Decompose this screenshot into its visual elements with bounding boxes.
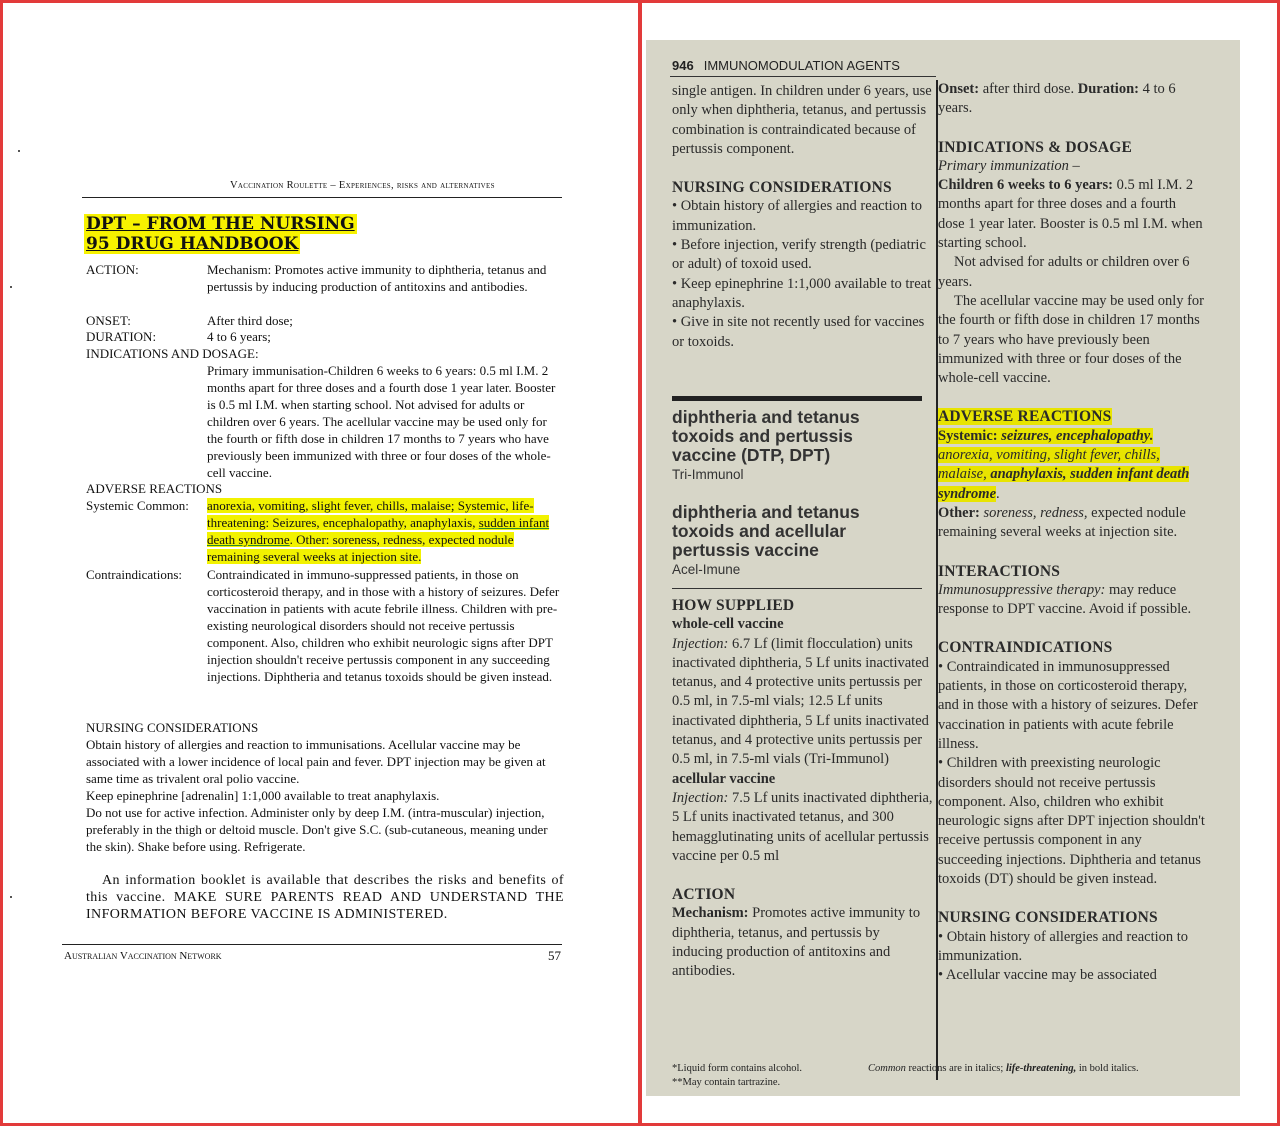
- contra-heading: CONTRAINDICATIONS: [938, 639, 1113, 657]
- right-page: [646, 40, 1240, 1096]
- adverse-label: ADVERSE REACTIONS: [86, 481, 223, 496]
- acellular-text: Injection: 7.5 Lf units inactivated diphtheria, 5 Lf units inactivated tetanus, and 300 hemagglutinating units of acellular pertussis vaccine per 0.5 ml: [672, 789, 933, 864]
- nursing-bullet-2: • Before injection, verify strength (pediatric or adult) of toxoid used.: [672, 237, 926, 273]
- left-page: [0, 0, 638, 1126]
- adverse-systemic: Systemic: seizures, encephalopathy. anorexia, vomiting, slight fever, chills, malaise, anaphylaxis, sudden infant death syndrome.: [938, 427, 1190, 502]
- column-2: [938, 80, 1206, 985]
- right-running-head: [672, 58, 900, 73]
- scan-speck: [10, 286, 12, 288]
- column-1-bottom: [672, 596, 934, 982]
- right-footnotes: [672, 1062, 1212, 1090]
- title-line-2: 95 DRUG HANDBOOK: [86, 234, 299, 254]
- onset-text: After third dose;: [207, 313, 293, 328]
- column-1-top: [672, 82, 934, 352]
- footnote-legend: Common reactions are in italics; life-threatening, in bold italics.: [868, 1063, 1139, 1074]
- wholecell-heading: whole-cell vaccine: [672, 616, 784, 633]
- systemic-highlight-b: sudden infant death syndrome: [207, 515, 550, 547]
- nursing2-bullet-1: • Obtain history of allergies and reaction to immunization.: [938, 928, 1189, 964]
- drug-2-brand: Acel-Imune: [672, 562, 741, 577]
- drug-1-name: diphtheria and tetanus toxoids and pertussis vaccine (DTP, DPT): [672, 407, 860, 465]
- contra-bullet-1: • Contraindicated in immunosuppressed patients, in those on corticosteroid therapy, and in those with a history of seizures. Defer vaccination in patients with acute febrile illness.: [938, 658, 1198, 752]
- info-paragraph: An information booklet is available that describes the risks and benefits of this vaccine. MAKE SURE PARENTS READ AND UNDERSTAND THE INFORMATION BEFORE VACCINE IS ADMINISTERED.: [86, 873, 564, 922]
- scan-speck: [10, 896, 12, 898]
- drug-separator-thick: [672, 396, 922, 401]
- nursing-bullet-4: • Give in site not recently used for vaccines or toxoids.: [672, 314, 925, 350]
- systemic-highlight-a: anorexia, vomiting, slight fever, chills, malaise; Systemic, life-threatening: Seizures, encephalopathy, anaphylaxis,: [207, 498, 534, 530]
- nursing-p3: Do not use for active infection. Administer only by deep I.M. (intra-muscular) injection, preferably in the thigh or deltoid muscle. Don't give S.C. (sub-cutaneous, meaning under the skin). Shake before using. Refrigerate.: [86, 805, 548, 854]
- interactions-text: Immunosuppressive therapy: may reduce response to DPT vaccine. Avoid if possible.: [938, 581, 1192, 618]
- action-label: ACTION:: [86, 262, 139, 277]
- footnote-2: **May contain tartrazine.: [672, 1077, 781, 1088]
- drug-separator-thin: [672, 588, 922, 589]
- onset-label: ONSET:: [86, 313, 131, 328]
- header-rule: [82, 197, 562, 198]
- indications-label: INDICATIONS AND DOSAGE:: [86, 346, 259, 361]
- nursing-heading: NURSING CONSIDERATIONS: [86, 720, 259, 735]
- nursing-bullet-3: • Keep epinephrine 1:1,000 available to treat anaphylaxis.: [672, 275, 932, 311]
- adverse-heading: ADVERSE REACTIONS: [938, 408, 1112, 426]
- right-section-title: IMMUNOMODULATION AGENTS: [703, 58, 900, 73]
- running-head: Vaccination Roulette – Experiences, risks and alternatives: [230, 180, 495, 191]
- nursing-heading: NURSING CONSIDERATIONS: [672, 179, 892, 197]
- footer-rule: [62, 944, 562, 945]
- drug-1-brand: Tri-Immunol: [672, 467, 744, 482]
- nursing-p2: Keep epinephrine [adrenalin] 1:1,000 available to treat anaphylaxis.: [86, 788, 440, 803]
- action-text: Mechanism: Promotes active immunity to diphtheria, tetanus and pertussis by inducing production of antitoxins and antibodies.: [207, 262, 547, 294]
- not-advised: Not advised for adults or children over 6 years.: [938, 254, 1190, 290]
- intro-text: single antigen. In children under 6 years, use only when diphtheria, tetanus, and pertussis combination is contraindicated because of pertussis component.: [672, 83, 932, 157]
- nursing-section: [86, 719, 562, 855]
- title-line-1: DPT – FROM THE NURSING: [86, 214, 355, 234]
- duration-text: 4 to 6 years;: [207, 329, 271, 344]
- contra-label: Contraindications:: [86, 567, 183, 582]
- page-number: 57: [548, 948, 561, 963]
- adverse-other: Other: soreness, redness, expected nodule remaining several weeks at injection site.: [938, 504, 1186, 541]
- systemic-highlight-c: . Other: soreness, redness, expected nodule remaining several weeks at injection site.: [207, 532, 514, 564]
- nursing2-heading: NURSING CONSIDERATIONS: [938, 909, 1158, 927]
- systemic-text: [207, 497, 562, 565]
- interactions-heading: INTERACTIONS: [938, 562, 1061, 580]
- onset-duration: Onset: after third dose. Duration: 4 to 6 years.: [938, 81, 1176, 117]
- action-heading: ACTION: [672, 886, 736, 904]
- primary-immunization: Primary immunization –: [938, 157, 1080, 174]
- nursing2-bullet-2: • Acellular vaccine may be associated: [938, 967, 1157, 984]
- footnote-1: *Liquid form contains alcohol.: [672, 1063, 803, 1074]
- acellular-heading: acellular vaccine: [672, 770, 776, 787]
- footer-publisher: Australian Vaccination Network: [64, 950, 222, 962]
- supplied-heading: HOW SUPPLIED: [672, 597, 795, 614]
- page-title: [84, 214, 357, 254]
- right-header-rule: [670, 76, 936, 77]
- contra-bullet-2: • Children with preexisting neurologic disorders should not receive pertussis component. Also, children who exhibit neurologic signs after DPT injection shouldn't receive pertussis component in any succeeding injections. Diphtheria and tetanus toxoids (DT) should be given instead.: [938, 755, 1205, 887]
- indications-text: Primary immunisation-Children 6 weeks to 6 years: 0.5 ml I.M. 2 months apart for three doses and a fourth dose 1 year later. Booster is 0.5 ml I.M. when starting school. Not advised for adults or children over 6 years. The acellular vaccine may be used only for the fourth or fifth dose in children 17 months to 7 years who have previously been immunized with three or four doses of the whole-cell vaccine.: [207, 363, 556, 480]
- drug-2-name: diphtheria and tetanus toxoids and acellular pertussis vaccine: [672, 502, 860, 560]
- action-text: Mechanism: Promotes active immunity to diphtheria, tetanus, and pertussis by inducing production of antitoxins and antibodies.: [672, 905, 921, 980]
- acellular-note: The acellular vaccine may be used only for the fourth or fifth dose in children 17 months to 7 years who have previously been immunized with three or four doses of the whole-cell vaccine.: [938, 292, 1205, 387]
- scan-speck: [18, 150, 20, 152]
- systemic-label: Systemic Common:: [86, 498, 189, 513]
- nursing-p1: Obtain history of allergies and reaction to immunisations. Acellular vaccine may be associated with a lower incidence of local pain and fever. DPT injection may be given at same time as trivalent oral polio vaccine.: [86, 737, 546, 786]
- indications-heading: INDICATIONS & DOSAGE: [938, 138, 1133, 156]
- right-page-number: 946: [672, 58, 694, 73]
- children-dosage: Children 6 weeks to 6 years: 0.5 ml I.M. 2 months apart for three doses and a fourth dose 1 year later. Booster is 0.5 ml I.M. when starting school.: [938, 177, 1203, 252]
- contra-text: Contraindicated in immuno-suppressed patients, in those on corticosteroid therapy, and in those with a history of seizures. Defer vaccination in patients with acute febrile illness. Children with pre-existing neurological disorders should not receive pertussis component. Also, children who exhibit neurologic signs after DPT injection shouldn't receive pertussis component in any succeeding injections. Diphtheria and tetanus toxoids should be given instead.: [207, 567, 560, 684]
- duration-label: DURATION:: [86, 329, 157, 344]
- wholecell-text: Injection: 6.7 Lf (limit flocculation) units inactivated diphtheria, 5 Lf units inactivated tetanus, and 4 protective units pertussis per 0.5 ml, in 7.5-ml vials; 12.5 Lf units inactivated diphtheria, 5 Lf units inactivated tetanus, and 4 protective units pertussis per 0.5 ml, in 7.5-ml vials (Tri-Immunol): [672, 635, 929, 768]
- nursing-bullet-1: • Obtain history of allergies and reaction to immunization.: [672, 198, 923, 234]
- center-divider: [638, 0, 642, 1126]
